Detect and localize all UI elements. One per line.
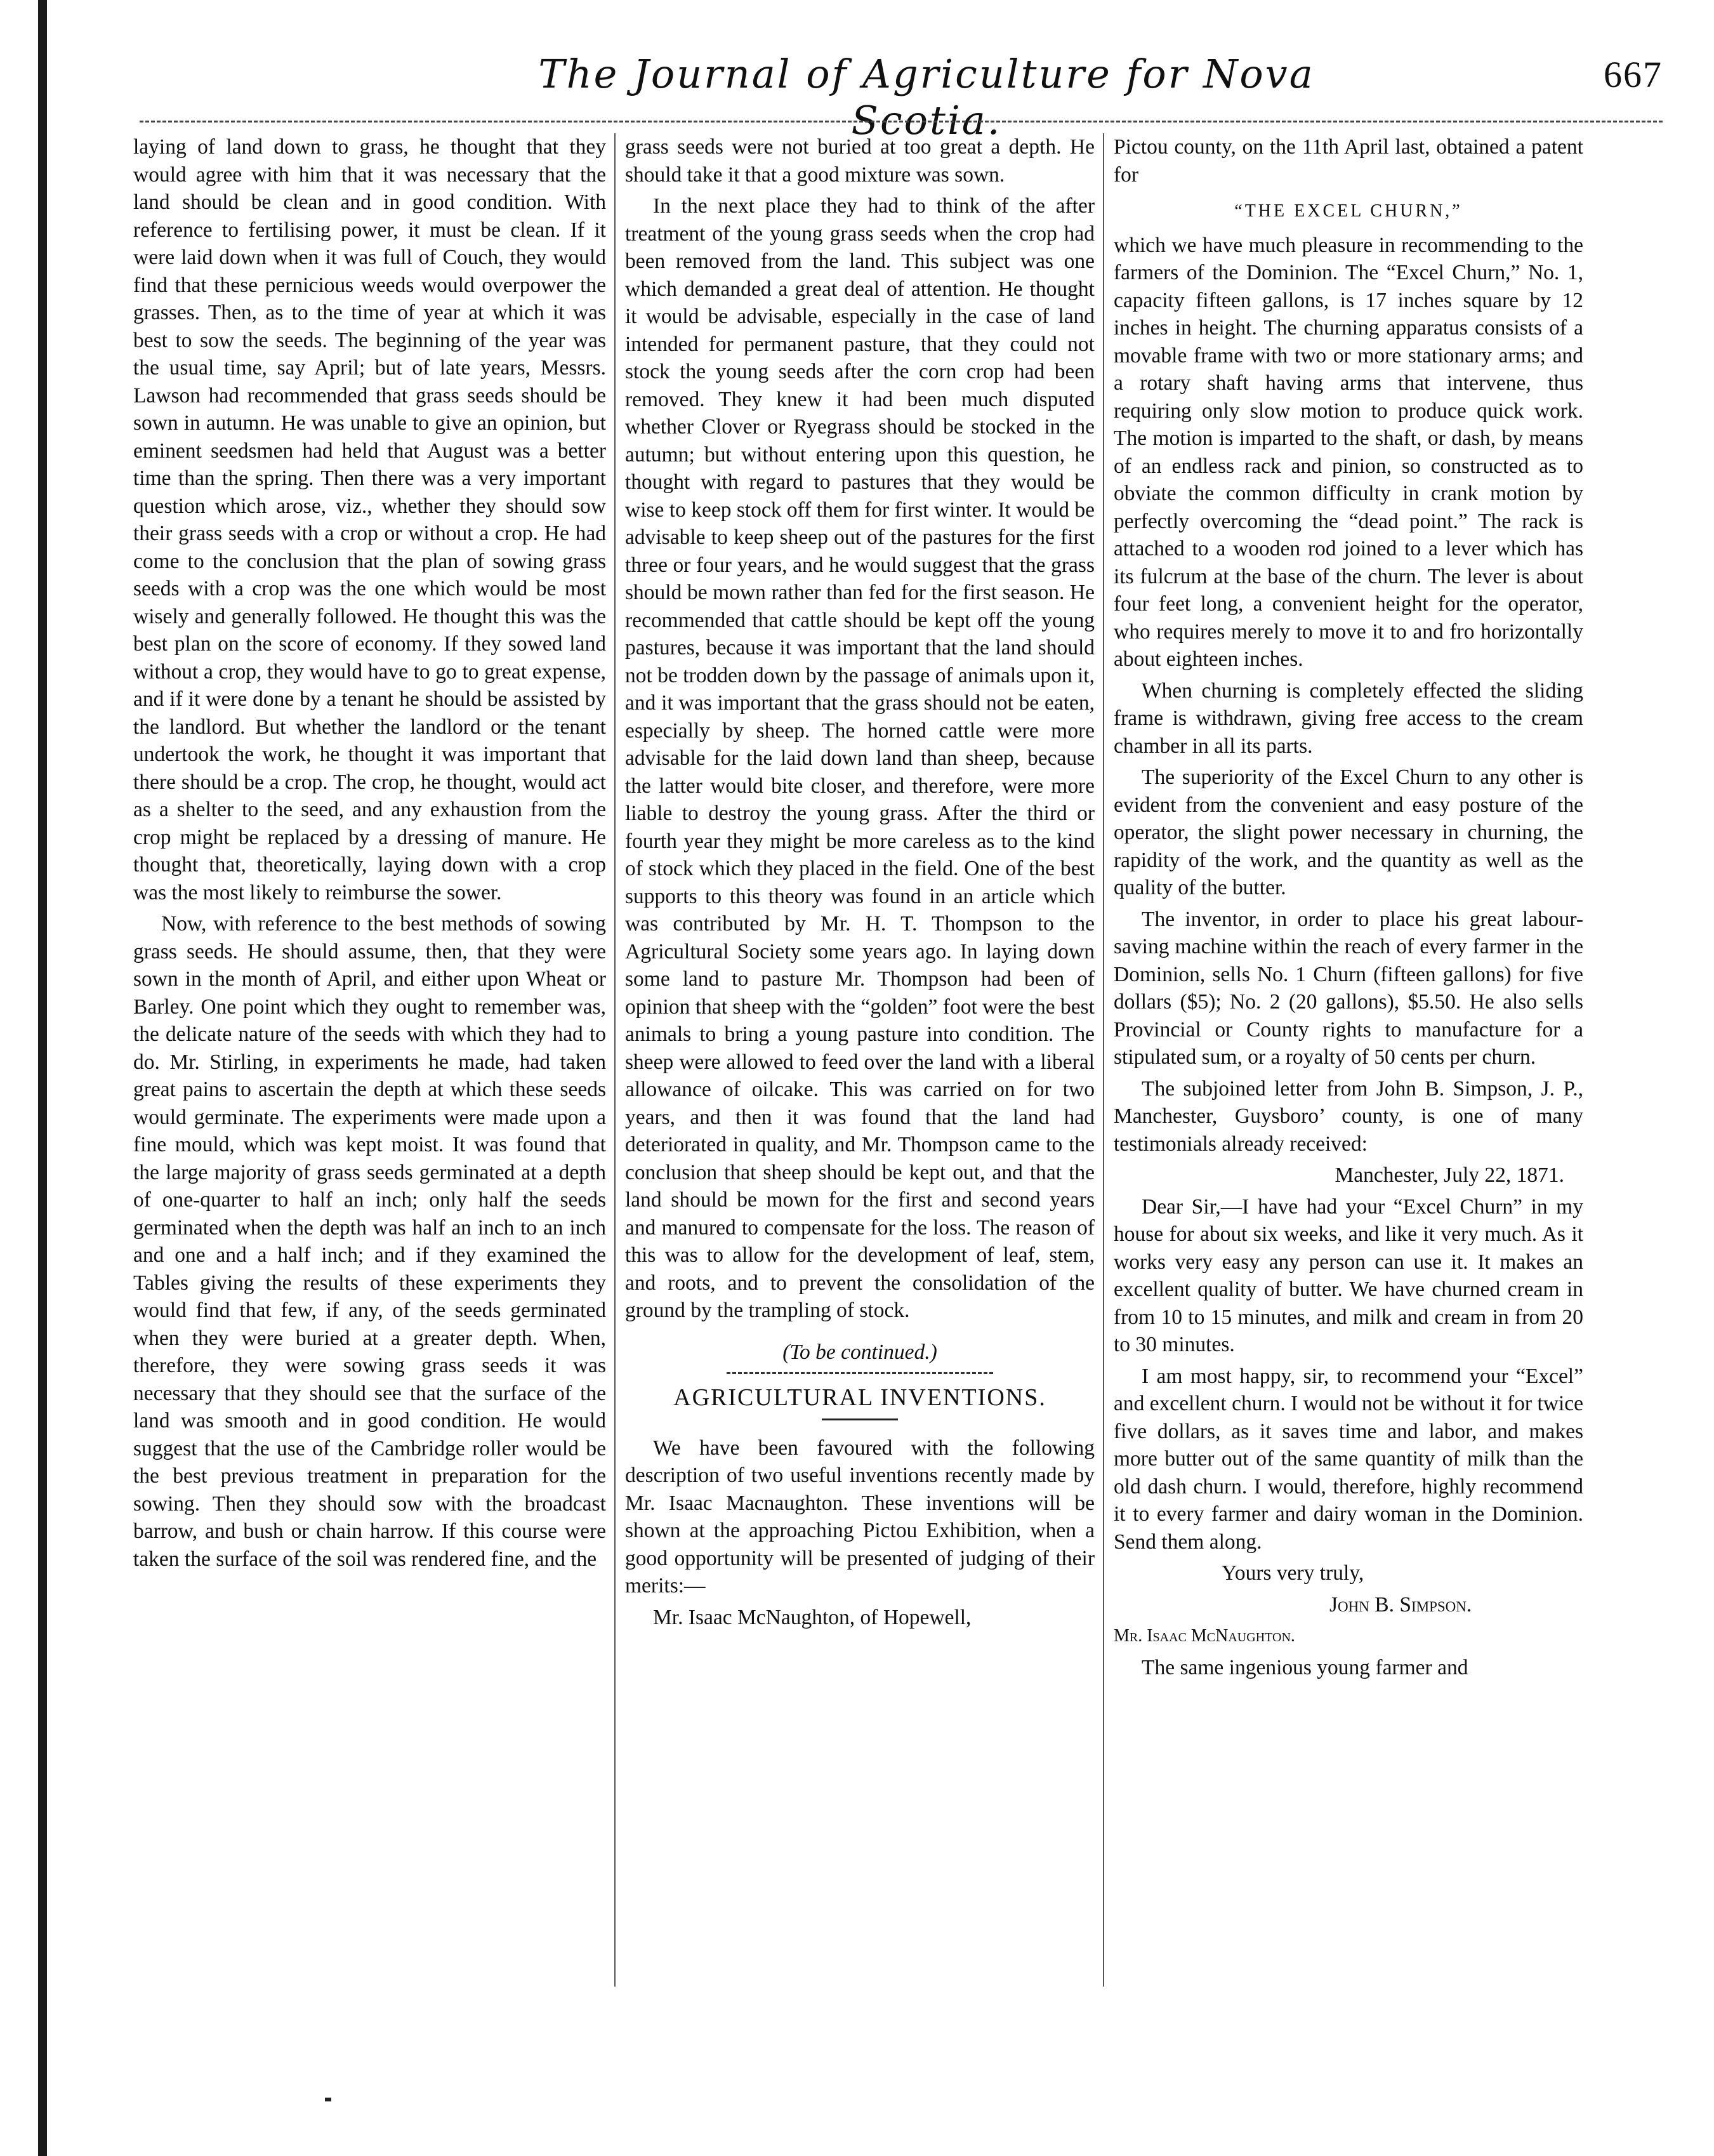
paragraph: The superiority of the Excel Churn to any other is evident from the convenient and easy posture of the operator, the slight power necessary in churning, the rapidity of the work, and the quantity as well as the quality of the butter. <box>1114 765 1583 899</box>
section-heading: AGRICULTURAL INVENTIONS. <box>673 1384 1046 1411</box>
paragraph: In the next place they had to think of the after treatment of the young grass seeds when the crop had been removed from the land. This subject was one which demanded a great deal of attention. He thought it would be advisable, especially in the case of land intended for permanent pasture, that they could not stock the young seeds after the corn crop had been removed. They knew it had been much disputed whether Clover or Ryegrass should be stocked in the autumn; but without entering upon this question, he thought with regard to pastures that they would be wise to keep stock off them for first winter. It would be advisable to keep sheep out of the pastures for the first three or four years, and he would suggest that the grass should be mown rather than fed for the first season. He recommended that cattle should be kept off the young pastures, because it was important that the land should not be trodden down by the passage of animals upon it, and it was important that the grass should not be eaten, especially by sheep. The horned cattle were more advisable for the laid down land than sheep, because the latter would bite closer, and therefore, were more liable to destroy the young grass. After the third or fourth year they might be more careless as to the kind of stock which they placed in the field. One of the best supports to this theory was found in an article which was contributed by Mr. H. T. Thompson to the Agricultural Society some years ago. In laying down some land to pasture Mr. Thompson had been of opinion that sheep with the “golden” foot were the best animals to bring a young pasture into condition. The sheep were allowed to feed over the land with a liberal allowance of oilcake. This was carried on for two years, and then it was found that the land had deteriorated in quality, and Mr. Thompson came to the conclusion that sheep should be kept out, and that the land should be mown for the first and second years and manured to compensate for the loss. The reason of this was to allow for the development of leaf, stem, and roots, and to prevent the consolidation of the ground by the trampling of stock. <box>625 194 1095 1322</box>
letter-addressee: Mr. Isaac McNaughton. <box>1114 1626 1295 1646</box>
letter-signature: John B. Simpson. <box>1329 1592 1472 1617</box>
column-divider-left <box>614 133 616 1987</box>
heading-underline <box>822 1419 898 1420</box>
paragraph: We have been favoured with the following description of two useful inventions recently made by Mr. Isaac Macnaughton. These inventions will be shown at the approaching Pictou Exhibition, when a good opportunity will be presented of judging of their merits:— <box>625 1436 1095 1597</box>
running-title: The Journal of Agriculture for Nova Scotia. <box>538 51 1315 143</box>
header-rule <box>140 121 1663 122</box>
churn-title: “THE EXCEL CHURN,” <box>1234 201 1463 221</box>
paragraph: Mr. Isaac McNaughton, of Hopewell, <box>653 1605 972 1629</box>
letter-closing: Yours very truly, <box>1222 1561 1364 1585</box>
paragraph: The same ingenious young farmer and <box>1142 1655 1468 1679</box>
page-header <box>127 44 1675 143</box>
letter-paragraph: I am most happy, sir, to recommend your “Excel” and excellent churn. I would not be without it for twice five dollars, as it saves time and labor, and makes more butter out of the same quantity of milk than the old dash churn. I would, therefore, highly recommend it to every farmer and dairy woman in the Dominion. Send them along. <box>1114 1364 1583 1554</box>
letter-dateline: Manchester, July 22, 1871. <box>1335 1163 1564 1187</box>
paragraph: which we have much pleasure in recommending to the farmers of the Dominion. The “Excel Churn,” No. 1, capacity fifteen gallons, is 17 inches square by 12 inches in height. The churning apparatus consists of a movable frame with two or more stationary arms; and a rotary shaft having arms that intervene, thus requiring only slow motion to produce quick work. The motion is imparted to the shaft, or dash, by means of an endless rack and pinion, so constructed as to obviate the common difficulty in crank motion by perfectly overcoming the “dead point.” The rack is attached to a wooden rod joined to a lever which has its fulcrum at the base of the churn. The lever is about four feet long, a convenient height for the operator, who requires merely to move it to and fro horizontally about eighteen inches. <box>1114 233 1583 671</box>
section-divider <box>727 1372 993 1374</box>
column-middle <box>625 133 1095 1635</box>
paragraph: The inventor, in order to place his great labour-saving machine within the reach of every farmer in the Dominion, sells No. 1 Churn (fifteen gallons) for five dollars ($5); No. 2 (20 gallons), $5.50. He also sells Provincial or County rights to manufacture for a stipulated sum, or a royalty of 50 cents per churn. <box>1114 907 1583 1069</box>
paragraph: The subjoined letter from John B. Simpson, J. P., Manchester, Guysboro’ county, is one of many testimonials already received: <box>1114 1076 1583 1156</box>
print-speck <box>325 2098 331 2101</box>
column-left <box>133 133 606 1577</box>
paragraph: Now, with reference to the best methods of sowing grass seeds. He should assume, then, that they were sown in the month of April, and either upon Wheat or Barley. One point which they ought to remember was, the delicate nature of the seeds with which they had to do. Mr. Stirling, in experiments he made, had taken great pains to ascertain the depth at which these seeds would germinate. The experiments were made upon a fine mould, which was kept moist. It was found that the large majority of grass seeds germinated at a depth of one-quarter to half an inch; only half the seeds germinated when the depth was half an inch to an inch and one and a half inch; and if they examined the Tables giving the results of these experiments they would find that few, if any, of the seeds germinated when they were buried at a greater depth. When, therefore, they were sowing grass seeds it was necessary that they should see that the surface of the land was smooth and in good condition. He would suggest that the use of the Cambridge roller would be the best previous treatment in preparation for the sowing. Then they should sow with the broadcast barrow, and bush or chain harrow. If this course were taken the surface of the soil was rendered fine, and the <box>133 912 606 1571</box>
to-be-continued: (To be continued.) <box>782 1340 937 1364</box>
column-divider-right <box>1103 133 1104 1987</box>
paragraph: Pictou county, on the 11th April last, obtained a patent for <box>1114 135 1583 187</box>
paragraph: laying of land down to grass, he thought that they would agree with him that it was necessary that the land should be clean and in good condition. With reference to fertilising power, it must be clean. If it were laid down when it was full of Couch, they would find that these pernicious weeds would overpower the grasses. Then, as to the time of year at which it was best to sow the seeds. The beginning of the year was the usual time, say April; but of late years, Messrs. Lawson had recommended that grass seeds should be sown in autumn. He was unable to give an opinion, but eminent seedsmen had held that August was a better time than the spring. Then there was a very important question which arose, viz., whether they should sow their grass seeds with a crop or without a crop. He had come to the conclusion that the plan of sowing grass seeds with a crop was the one which would be most wisely and generally followed. He thought this was the best plan on the score of economy. If they sowed land without a crop, they would have to go to great expense, and if it were done by a tenant he should be assisted by the landlord. But whether the landlord or the tenant undertook the work, he thought it was important that there should be a crop. The crop, he thought, would act as a shelter to the seed, and any exhaustion from the crop might be replaced by a dressing of manure. He thought that, theoretically, laying down with a crop was the most likely to reimburse the sower. <box>133 135 606 904</box>
paragraph: When churning is completely effected the sliding frame is withdrawn, giving free access to the cream chamber in all its parts. <box>1114 678 1583 758</box>
paragraph: grass seeds were not buried at too great a depth. He should take it that a good mixture was sown. <box>625 135 1095 187</box>
letter-paragraph: Dear Sir,—I have had your “Excel Churn” in my house for about six weeks, and like it very much. As it works very easy any person can use it. It makes an excellent quality of butter. We have churned cream in from 10 to 15 minutes, and milk and cream in from 20 to 30 minutes. <box>1114 1194 1583 1356</box>
page-number: 667 <box>1604 54 1663 95</box>
column-right <box>1114 133 1583 1685</box>
page-spine-shadow <box>38 0 47 2156</box>
